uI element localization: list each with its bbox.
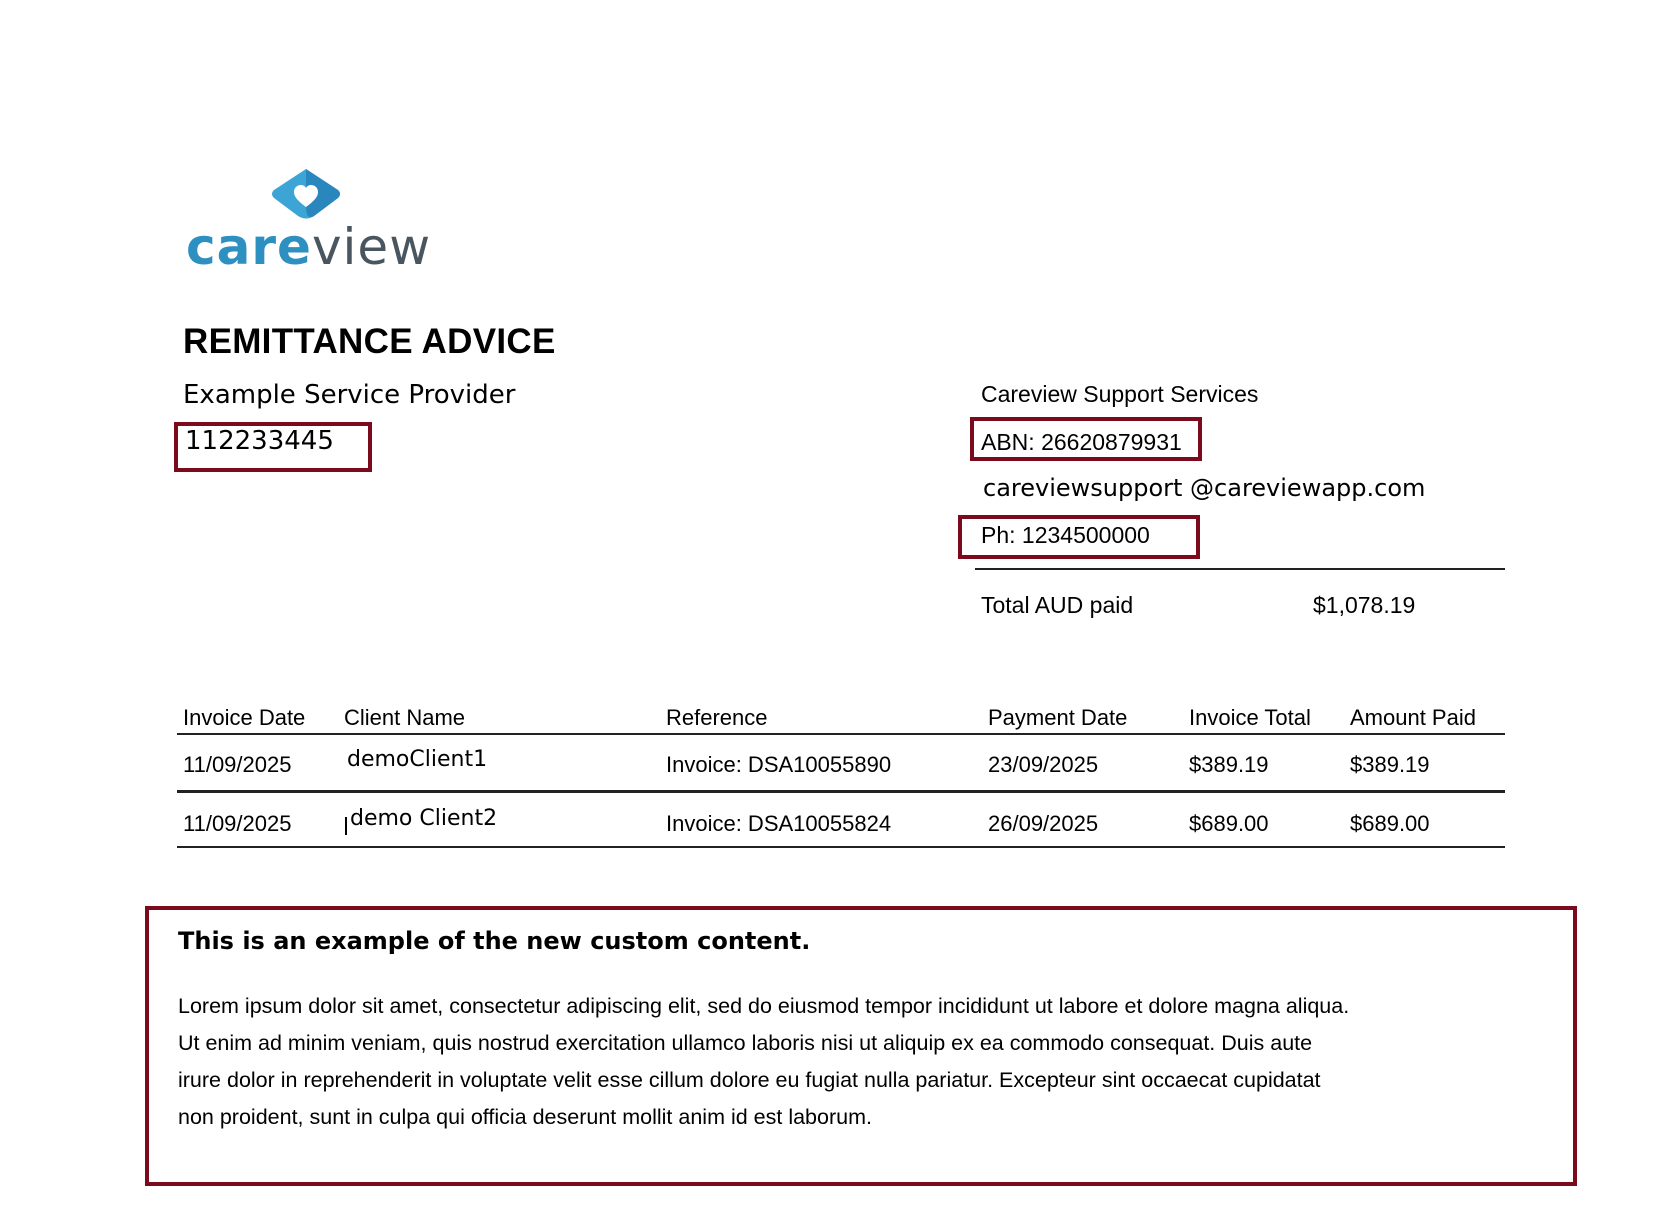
cell-reference: Invoice: DSA10055890 — [666, 752, 892, 777]
abn-highlight — [970, 417, 1202, 461]
organization-phone: Ph: 1234500000 — [981, 522, 1150, 548]
column-header-amount-paid: Amount Paid — [1350, 705, 1476, 730]
logo-text-care: care — [186, 218, 312, 276]
provider-name: Example Service Provider — [183, 380, 516, 410]
cell-reference: Invoice: DSA10055824 — [666, 811, 892, 836]
organization-name: Careview Support Services — [981, 381, 1259, 407]
logo-text-view: view — [311, 218, 432, 276]
total-label: Total AUD paid — [981, 592, 1134, 618]
document-title: REMITTANCE ADVICE — [183, 322, 556, 361]
cell-client-name: demoClient1 — [347, 747, 488, 772]
phone-highlight — [958, 515, 1200, 559]
total-divider — [975, 568, 1505, 570]
column-header-payment-date: Payment Date — [988, 705, 1128, 730]
cell-payment-date: 23/09/2025 — [988, 752, 1099, 777]
custom-content-line: non proident, sunt in culpa qui officia deserunt mollit anim id est laborum. — [178, 1105, 872, 1129]
cell-payment-date: 26/09/2025 — [988, 811, 1099, 836]
column-header-invoice-date: Invoice Date — [183, 705, 306, 730]
custom-content-body — [178, 988, 1448, 1136]
table-header-rule — [177, 733, 1505, 735]
column-header-client-name: Client Name — [344, 705, 466, 730]
row-divider — [177, 790, 1505, 793]
careview-logo — [176, 160, 442, 282]
organization-email: careviewsupport @careviewapp.com — [983, 474, 1426, 502]
cell-invoice-total: $689.00 — [1189, 811, 1269, 836]
cell-invoice-date: 11/09/2025 — [183, 811, 292, 836]
column-header-invoice-total: Invoice Total — [1189, 705, 1311, 730]
total-value: $1,078.19 — [1313, 592, 1416, 618]
cell-invoice-total: $389.19 — [1189, 752, 1269, 777]
cell-amount-paid: $389.19 — [1350, 752, 1430, 777]
cell-amount-paid: $689.00 — [1350, 811, 1430, 836]
custom-content-line: Ut enim ad minim veniam, quis nostrud exercitation ullamco laboris nisi ut aliquip ex ea commodo consequat. Duis aute — [178, 1031, 1313, 1055]
table-bottom-rule — [177, 846, 1505, 848]
cell-invoice-date: 11/09/2025 — [183, 752, 292, 777]
provider-number: 112233445 — [185, 426, 334, 456]
custom-content-title: This is an example of the new custom content. — [178, 927, 811, 955]
organization-abn: ABN: 26620879931 — [981, 429, 1182, 455]
provider-number-highlight — [174, 422, 372, 472]
custom-content-line: Lorem ipsum dolor sit amet, consectetur adipiscing elit, sed do eiusmod tempor incididunt ut labore et dolore magna aliqua. — [178, 994, 1350, 1018]
custom-content-line: irure dolor in reprehenderit in voluptate velit esse cillum dolore eu fugiat nulla pariatur. Excepteur sint occaecat cupidatat — [178, 1068, 1321, 1092]
heart-cloud-icon — [268, 166, 344, 222]
column-header-reference: Reference — [666, 705, 768, 730]
text-cursor-mark — [345, 817, 347, 835]
cell-client-name: demo Client2 — [350, 806, 498, 831]
